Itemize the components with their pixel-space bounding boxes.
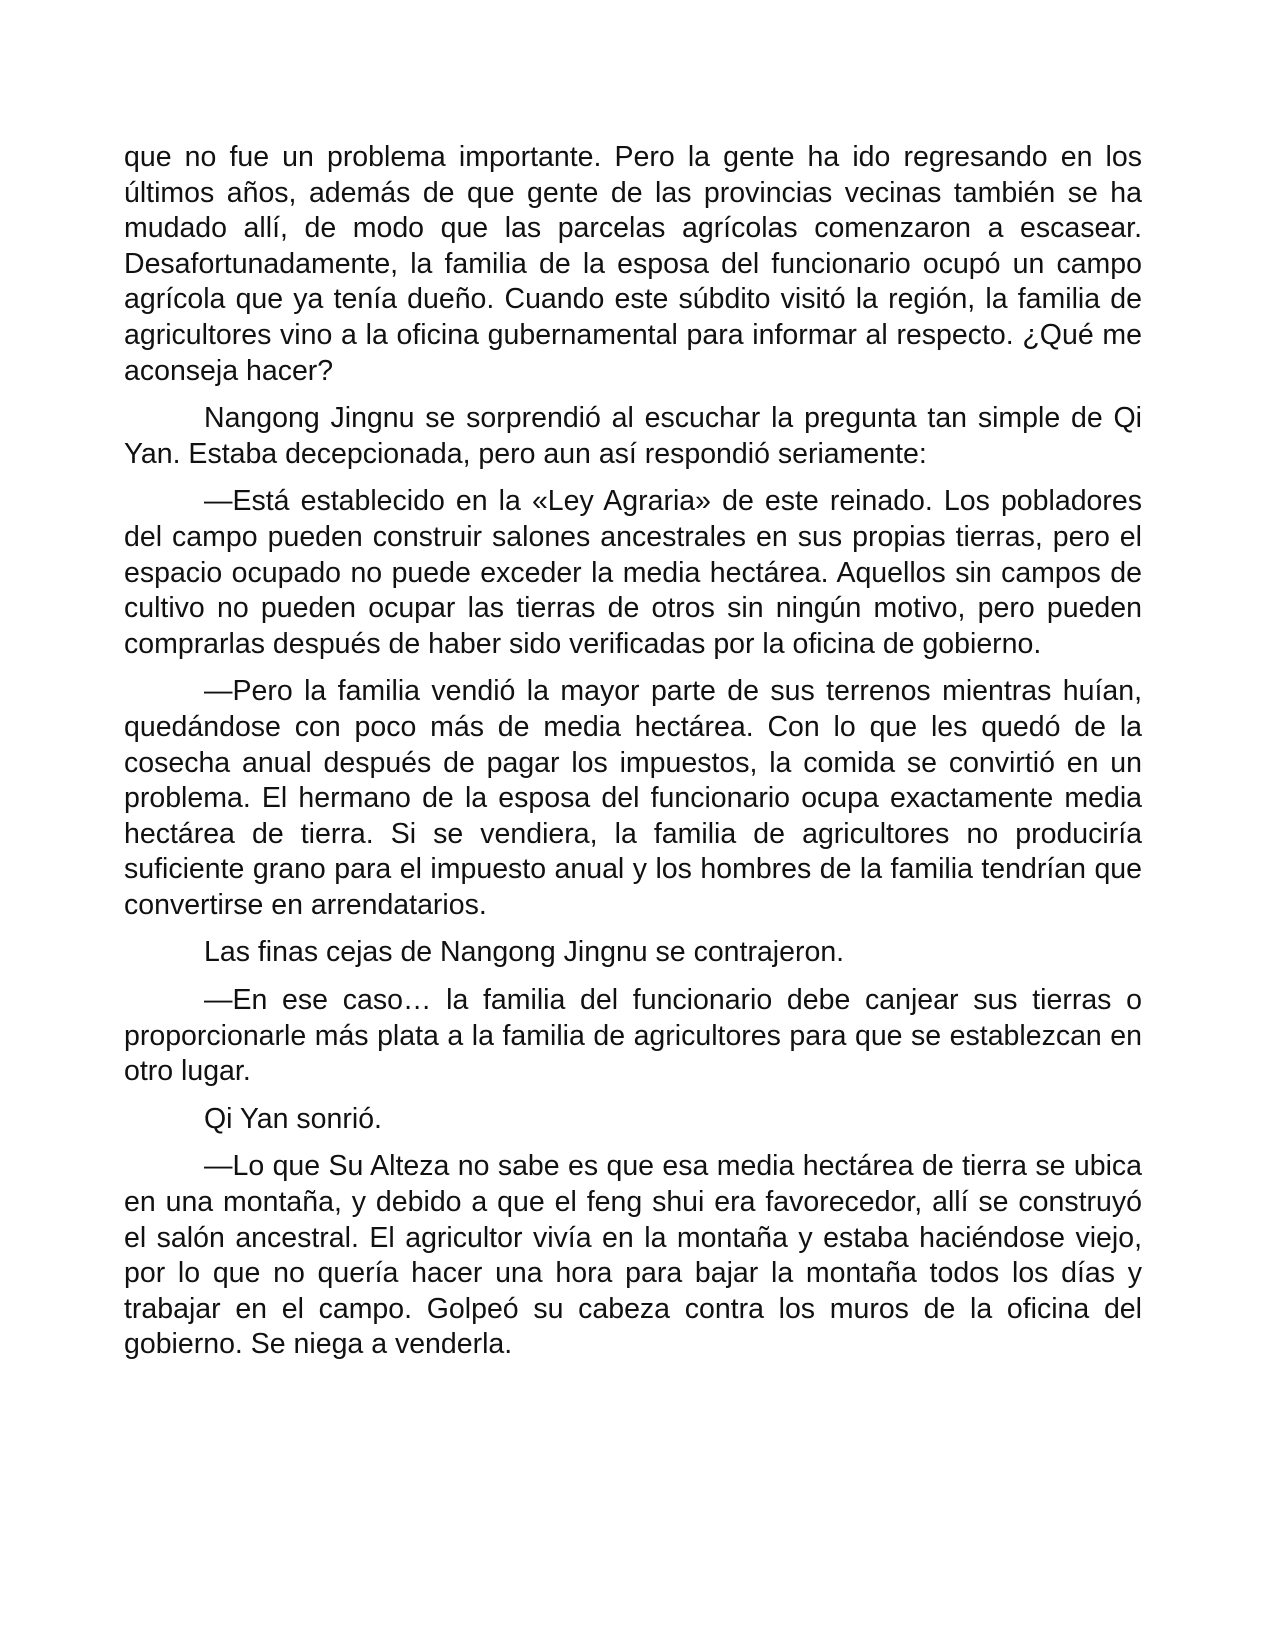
paragraph-dialogue: —Pero la familia vendió la mayor parte de sus terrenos mientras huían, quedándose con poco más de media hectárea. Con lo que les quedó de la cosecha anual después de pagar los impuestos, la comida se convirtió en un problema. El hermano de la esposa del funcionario ocupa exactamente media hectárea de tierra. Si se vendiera, la familia de agricultores no produciría suficiente grano para el impuesto anual y los hombres de la familia tendrían que convertirse en arrendatarios. [124, 675, 1142, 921]
paragraph-narration: Qi Yan sonrió. [204, 1102, 382, 1135]
paragraph-narration: Nangong Jingnu se sorprendió al escuchar la pregunta tan simple de Qi Yan. Estaba decepcionada, pero aun así respondió seriamente: [124, 402, 1142, 470]
paragraph-narration: Las finas cejas de Nangong Jingnu se contrajeron. [204, 936, 845, 969]
paragraph-dialogue: —En ese caso… la familia del funcionario debe canjear sus tierras o proporcionarle más plata a la familia de agricultores para que se establezcan en otro lugar. [124, 984, 1142, 1088]
paragraph-dialogue: —Está establecido en la «Ley Agraria» de este reinado. Los pobladores del campo pueden construir salones ancestrales en sus propias tierras, pero el espacio ocupado no puede exceder la media hectárea. Aquellos sin campos de cultivo no pueden ocupar las tierras de otros sin ningún motivo, pero pueden comprarlas después de haber sido verificadas por la oficina de gobierno. [124, 485, 1142, 660]
paragraph-dialogue: —Lo que Su Alteza no sabe es que esa media hectárea de tierra se ubica en una montaña, y debido a que el feng shui era favorecedor, allí se construyó el salón ancestral. El agricultor vivía en la montaña y estaba haciéndose viejo, por lo que no quería hacer una hora para bajar la montaña todos los días y trabajar en el campo. Golpeó su cabeza contra los muros de la oficina del gobierno. Se niega a venderla. [124, 1150, 1142, 1361]
document-page [124, 140, 1142, 1375]
paragraph-continuation: que no fue un problema importante. Pero la gente ha ido regresando en los últimos años, además de que gente de las provincias vecinas también se ha mudado allí, de modo que las parcelas agrícolas comenzaron a escasear. Desafortunadamente, la familia de la esposa del funcionario ocupó un campo agrícola que ya tenía dueño. Cuando este súbdito visitó la región, la familia de agricultores vino a la oficina gubernamental para informar al respecto. ¿Qué me aconseja hacer? [124, 141, 1142, 387]
